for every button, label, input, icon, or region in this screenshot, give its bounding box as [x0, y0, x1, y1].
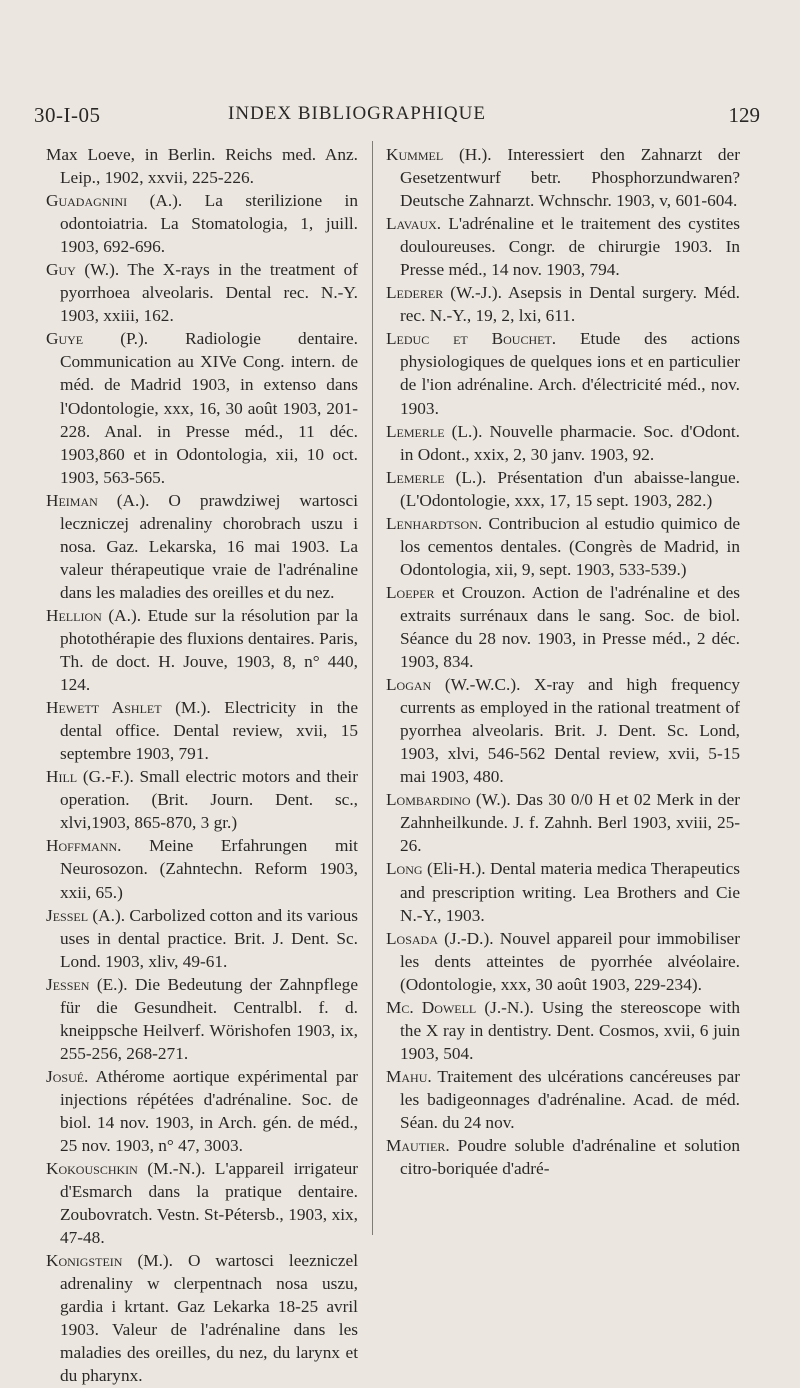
- entry-text: (A.). Carbolized cotton and its various uses in dental practice. Brit. J. Dent. Sc. Lond. 1903, xliv, 49-61.: [60, 905, 358, 971]
- entry-text: (P.). Radiologie dentaire. Communication au XIVe Cong. intern. de méd. de Madrid 1903, in extenso dans l'Odontologie, xxx, 16, 30 août 1903, 201-228. Anal. in Presse méd., 11 déc. 1903,860 et in Odontologia, xii, 10 oct. 1903, 563-565.: [60, 329, 358, 487]
- bibliography-entry: [46, 604, 358, 696]
- bibliography-entry: [46, 973, 358, 1065]
- entry-author: Lemerle: [386, 467, 445, 487]
- bibliography-entry: [46, 258, 358, 327]
- bibliography-entry: [386, 466, 740, 512]
- entry-text: (M.-N.). L'appareil irrigateur d'Esmarch dans la pratique dentaire. Zoubovratch. Vestn. St-Pétersb., 1903, xix, 47-48.: [60, 1159, 358, 1248]
- entry-text: (J.-D.). Nouvel appareil pour immobiliser les dents atteintes de pyorrhée alvéolaire. (Odontologie, xxx, 30 août 1903, 229-234).: [400, 928, 740, 994]
- entry-text: (M.). Electricity in the dental office. Dental review, xvii, 15 septembre 1903, 791.: [60, 698, 358, 764]
- entry-author: Mahu.: [386, 1066, 432, 1086]
- bibliography-entry: [386, 212, 740, 281]
- bibliography-entry: [46, 189, 358, 258]
- entry-text: (A.). O prawdziwej wartosci leczniczej adrenaliny chorobrach uszu i nosa. Gaz. Lekarska, 16 mai 1903. La valeur thérapeutique vraie de l'adrénaline dans les maladies des oreilles et du nez.: [60, 490, 358, 602]
- bibliography-entry: [46, 834, 358, 903]
- page-number: 129: [728, 103, 760, 127]
- bibliography-entry: [46, 696, 358, 765]
- entry-text: Etude des actions physiologiques de quelques ions et en particulier de l'ion adrénaline. Arch. d'électricité méd., nov. 1903.: [400, 329, 740, 418]
- entry-text: (H.). Interessiert den Zahnarzt der Gesetzentwurf betr. Phosphorzundwaren? Deutsche Zahnarzt. Wchnschr. 1903, v, 601-604.: [400, 145, 740, 211]
- entry-text: Contribucion al estudio quimico de los cementos dentales. (Congrès de Madrid, in Odontologia, xii, 9, sept. 1903, 533-539.): [400, 513, 740, 579]
- entry-text: (W.-W.C.). X-ray and high frequency currents as employed in the rational treatment of pyorrhea alveolaris. Brit. J. Dent. Sc. Lond, 1903, xlvi, 546-562 Dental review, xvii, 5-15 mai 1903, 480.: [400, 675, 740, 787]
- bibliography-entry: [46, 1157, 358, 1249]
- bibliography-entry: [386, 512, 740, 581]
- bibliography-entry: [386, 857, 740, 926]
- bibliography-entry: [386, 281, 740, 327]
- entry-author: Loeper: [386, 582, 435, 602]
- bibliography-entry: [46, 1065, 358, 1157]
- entry-author: Kummel: [386, 145, 444, 164]
- entry-author: Guye: [46, 329, 84, 349]
- column-divider: [372, 141, 373, 1235]
- bibliography-entry: [46, 904, 358, 973]
- bibliography-entry: [386, 420, 740, 466]
- entry-text: (W.). The X-rays in the treatment of pyorrhoea alveolaris. Dental rec. N.-Y. 1903, xxiii, 162.: [60, 260, 358, 326]
- entry-author: Josué.: [46, 1066, 89, 1086]
- page-header: [34, 103, 760, 131]
- bibliography-entry: [386, 996, 740, 1065]
- entry-text: Meine Erfahrungen mit Neurosozon. (Zahntechn. Reform 1903, xxii, 65.): [60, 836, 358, 902]
- entry-author: Hoffmann.: [46, 836, 122, 856]
- entry-text: (A.). Etude sur la résolution par la photothérapie des fluxions dentaires. Paris, Th. de doct. H. Jouve, 1903, 8, n° 440, 124.: [60, 605, 358, 695]
- bibliography-entry: [46, 143, 358, 189]
- entry-text: Athérome aortique expérimental par injections répétées d'adrénaline. Soc. de biol. 14 nov. 1903, in Arch. gén. de méd., 25 nov. 1903, n° 47, 3003.: [60, 1066, 358, 1156]
- entry-author: Mautier.: [386, 1136, 450, 1156]
- entry-text: (J.-N.). Using the stereoscope with the X ray in dentistry. Dent. Cosmos, xvii, 6 juin 1903, 504.: [400, 997, 740, 1063]
- entry-author: Lederer: [386, 283, 444, 303]
- entry-author: Logan: [386, 675, 432, 695]
- entry-text: (W.). Das 30 0/0 H et 02 Merk in der Zahnheilkunde. J. f. Zahnh. Berl 1903, xviii, 25-26.: [400, 790, 740, 856]
- entry-author: Konigstein: [46, 1251, 123, 1271]
- entry-text: Max Loeve, in Berlin. Reichs med. Anz. Leip., 1902, xxvii, 225-226.: [46, 145, 358, 188]
- entry-text: (L.). Nouvelle pharmacie. Soc. d'Odont. in Odont., xxix, 2, 30 janv. 1903, 92.: [400, 421, 740, 464]
- entry-author: Lombardino: [386, 790, 471, 810]
- header-date: 30-I-05: [34, 103, 101, 127]
- bibliography-entry: [46, 327, 358, 488]
- entry-author: Jessen: [46, 974, 90, 994]
- entry-text: Traitement des ulcérations cancéreuses par les badigeonnages d'adrénaline. Acad. de méd. Séan. du 24 nov.: [400, 1066, 740, 1132]
- bibliography-entry: [386, 788, 740, 857]
- bibliography-entry: [386, 1065, 740, 1134]
- bibliography-entry: [46, 489, 358, 604]
- entry-text: (M.). O wartosci leezniczel adrenaliny w clerpentnach nosa uszu, gardia i krtant. Gaz Lekarka 18-25 avril 1903. Valeur de l'adrénaline dans les maladies des oreilles, du nez, du larynx et du pharynx.: [60, 1251, 358, 1386]
- left-column: [46, 143, 358, 1388]
- entry-author: Hellion: [46, 605, 102, 625]
- entry-text: Poudre soluble d'adrénaline et solution citro-boriquée d'adré-: [400, 1136, 740, 1179]
- bibliography-entry: [386, 581, 740, 673]
- entry-author: Mc. Dowell: [386, 997, 477, 1017]
- entry-text: L'adrénaline et le traitement des cystites douloureuses. Congr. de chirurgie 1903. In Presse méd., 14 nov. 1903, 794.: [400, 214, 740, 280]
- entry-text: (G.-F.). Small electric motors and their operation. (Brit. Journ. Dent. sc., xlvi,1903, 865-870, 3 gr.): [60, 767, 358, 833]
- entry-author: Lemerle: [386, 421, 445, 441]
- bibliography-entry: [386, 927, 740, 996]
- entry-text: (Eli-H.). Dental materia medica Therapeutics and prescription writing. Lea Brothers and Cie N.-Y., 1903.: [400, 859, 740, 925]
- entry-text: (E.). Die Bedeutung der Zahnpflege für die Gesundheit. Centralbl. f. d. kneippsche Heilverf. Wörishofen 1903, ix, 255-256, 268-271.: [60, 974, 358, 1063]
- entry-author: Guadagnini: [46, 191, 128, 211]
- entry-author: Losada: [386, 928, 438, 948]
- right-column: [386, 143, 740, 1180]
- entry-author: Leduc et Bouchet.: [386, 329, 557, 349]
- entry-text: et Crouzon. Action de l'adrénaline et des extraits surrénaux dans le sang. Soc. de biol. Séance du 28 nov. 1903, in Presse méd., 2 déc. 1903, 834.: [400, 582, 740, 672]
- entry-text: (L.). Présentation d'un abaisse-langue. (L'Odontologie, xxx, 17, 15 sept. 1903, 282.): [400, 467, 740, 510]
- bibliography-entry: [386, 143, 740, 212]
- entry-author: Hill: [46, 767, 78, 787]
- entry-author: Kokouschkin: [46, 1159, 138, 1179]
- bibliography-entry: [386, 327, 740, 419]
- entry-author: Guy: [46, 260, 76, 280]
- header-title: INDEX BIBLIOGRAPHIQUE: [228, 103, 486, 124]
- bibliography-entry: [46, 765, 358, 834]
- entry-author: Jessel: [46, 905, 89, 925]
- bibliography-entry: [386, 673, 740, 788]
- entry-author: Lavaux.: [386, 214, 442, 234]
- entry-text: (W.-J.). Asepsis in Dental surgery. Méd. rec. N.-Y., 19, 2, lxi, 611.: [400, 283, 740, 326]
- entry-author: Heiman: [46, 490, 98, 510]
- entry-text: (A.). La sterilizione in odontoiatria. La Stomatologia, 1, juill. 1903, 692-696.: [60, 191, 358, 257]
- bibliography-entry: [386, 1134, 740, 1180]
- entry-author: Lenhardtson.: [386, 513, 483, 533]
- entry-author: Long: [386, 859, 423, 879]
- entry-author: Hewett Ashlet: [46, 698, 162, 718]
